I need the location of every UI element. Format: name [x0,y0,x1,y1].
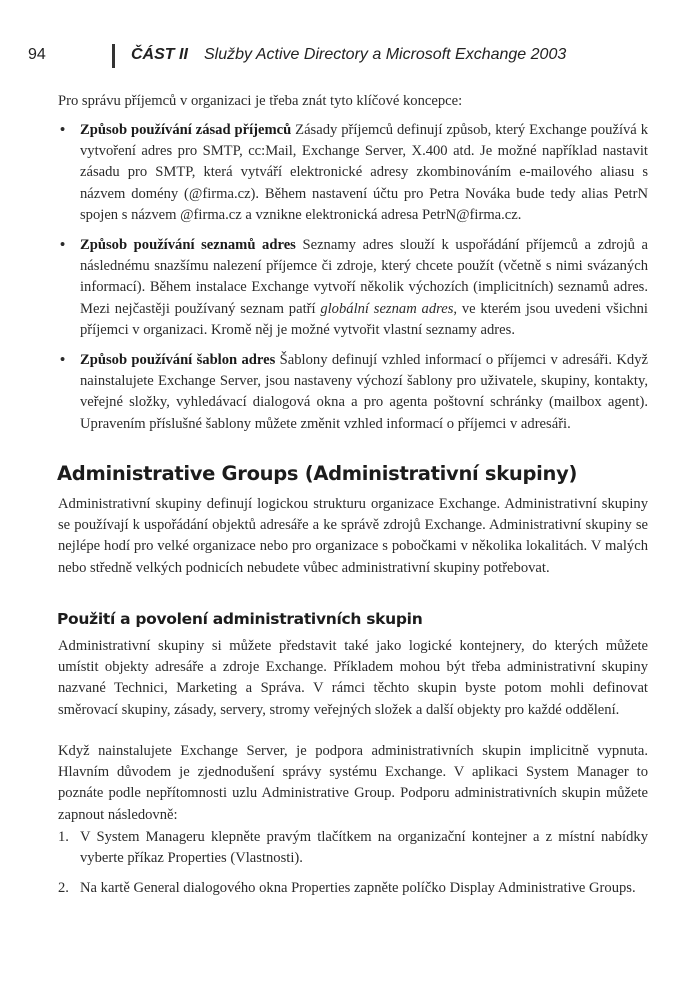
part-label: ČÁST II [131,46,188,63]
step-number: 1. [58,829,69,845]
bullet-text: Seznamy adres slouží k uspořádání příjemců a zdrojů a následnému snazšímu nalezení příjemce či zdroje, který chcete použít (včetně s nimi svázaných informací). Během instalace Exchange vytvoří několik výchozích (implicitních) seznamů adres. Mezi nejčastěji používaný seznam patří [80,237,649,317]
step-text: V System Manageru klepněte pravým tlačítkem na organizační kontejner a z místní nabídky vyberte příkaz Properties (Vlastnosti). [80,829,648,867]
section-heading: Administrative Groups (Administrativní skupiny) [57,462,578,485]
list-item [58,120,648,226]
subsection-paragraph-2: Když nainstalujete Exchange Server, je podpora administrativních skupin implicitně vypnuta. Hlavním důvodem je zjednodušení správy systému Exchange. V aplikaci System Manager to poznáte podle nepřítomnosti uzlu Administrative Group. Podporu administrativních skupin můžete zapnout následovně: [58,743,648,823]
part-title: Služby Active Directory a Microsoft Exchange 2003 [204,46,567,63]
bullet-text: Šablony definují vzhled informací o příjemci v adresáři. Když nainstalujete Exchange Server, jsou nastaveny výchozí šablony pro uživatele, skupiny, kontakty, veřejné složky, vyhledávací dialogová okna a pro agenta poštovní schránky (mailbox agent). Upravením příslušné šablony můžete změnit vzhled informací o příjemci v adresáři. [80,352,648,432]
bullet-icon: • [60,237,66,254]
bullet-term: Způsob používání zásad příjemců [80,122,292,138]
page-number: 94 [28,46,46,63]
bullet-text: , ve kterém jsou uvedeni všichni příjemci v organizaci. Kromě něj je možné vytvořit vlastní seznamy adres. [80,300,648,338]
header-divider [112,44,115,68]
bullet-text: Zásady příjemců definují způsob, který Exchange používá k vytvoření adres pro SMTP, cc:Mail, Exchange Server, X.400 atd. Je možné například nastavit zásadu pro SMTP, která vytváří elektronické adresy zkombinováním e-mailového aliasu s názvem domény (@firma.cz). Během nastavení účtu pro Petra Nováka bude tedy alias PetrN spojen s názvem @firma.cz a vznikne elektronická adresa PetrN@firma.cz. [80,122,648,223]
section-paragraph: Administrativní skupiny definují logickou strukturu organizace Exchange. Administrativní skupiny se používají k uspořádání objektů adresáře a ke správě zdrojů Exchange. Administrativní skupiny se nejlépe hodí pro velké organizace nebo pro organizace s pobočkami v několika lokalitách. V malých nebo středně velkých podnicích nebudete vůbec administrativní skupiny potřebovat. [58,496,648,576]
bullet-icon: • [60,352,66,369]
list-item [58,827,648,869]
bullet-term: Způsob používání šablon adres [80,352,276,369]
steps-list [58,827,648,909]
bullet-icon: • [60,122,66,138]
bullet-italic-term: globální seznam adres [320,300,454,317]
step-text: Na kartě General dialogového okna Properties zapněte políčko Display Administrative Groups. [80,880,636,897]
list-item [58,350,648,435]
list-item [58,235,648,341]
subsection-heading: Použití a povolení administrativních skupin [57,610,423,628]
list-item [58,878,648,899]
intro-paragraph: Pro správu příjemců v organizaci je třeba znát tyto klíčové koncepce: [58,93,463,109]
subsection-paragraph-1: Administrativní skupiny si můžete představit také jako logické kontejnery, do kterých můžete umístit objekty adresáře a zdroje Exchange. Příkladem mohou být třeba administrativní skupiny nazvané Technici, Marketing a Správa. V rámci těchto skupin byste potom mohli definovat směrovací skupiny, zásady, servery, stromy veřejných složek a další objekty pro každé oddělení. [58,638,648,718]
step-number: 2. [58,880,69,897]
concept-list [58,120,648,444]
running-header [28,44,668,68]
bullet-term: Způsob používání seznamů adres [80,237,296,254]
